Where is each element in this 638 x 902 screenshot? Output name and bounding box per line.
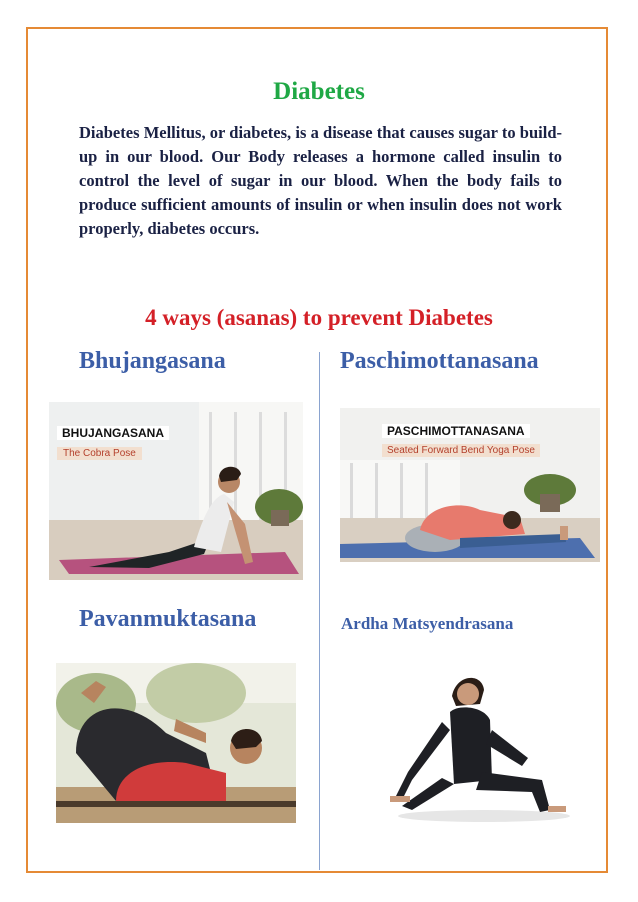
intro-paragraph: Diabetes Mellitus, or diabetes, is a disease that causes sugar to build-up in our blood. Our Body releases a hormone called insulin to control the level of sugar in our blood. When the body fails to produce sufficient amounts of insulin or when insulin does not work properly, diabetes occurs. [79,123,562,238]
pose-name-bhujangasana: Bhujangasana [79,348,226,374]
ardha-matsyendrasana-photo [372,660,578,828]
page-title: Diabetes [273,78,365,105]
paschimottanasana-caption: Seated Forward Bend Yoga Pose [382,444,540,457]
bhujangasana-caption: The Cobra Pose [57,447,142,460]
section-subtitle: 4 ways (asanas) to prevent Diabetes [145,305,493,330]
column-divider [319,352,320,870]
pose-name-pavanmuktasana: Pavanmuktasana [79,606,257,632]
pose-name-paschimottanasana: Paschimottanasana [340,348,539,374]
pavanmuktasana-photo [56,663,296,823]
bhujangasana-photo [49,402,303,580]
paschimottanasana-photo [340,408,600,562]
paschimottanasana-banner: PASCHIMOTTANASANA [382,424,530,438]
pose-name-ardha-matsyendrasana: Ardha Matsyendrasana [341,614,514,633]
bhujangasana-banner: BHUJANGASANA [57,426,169,440]
